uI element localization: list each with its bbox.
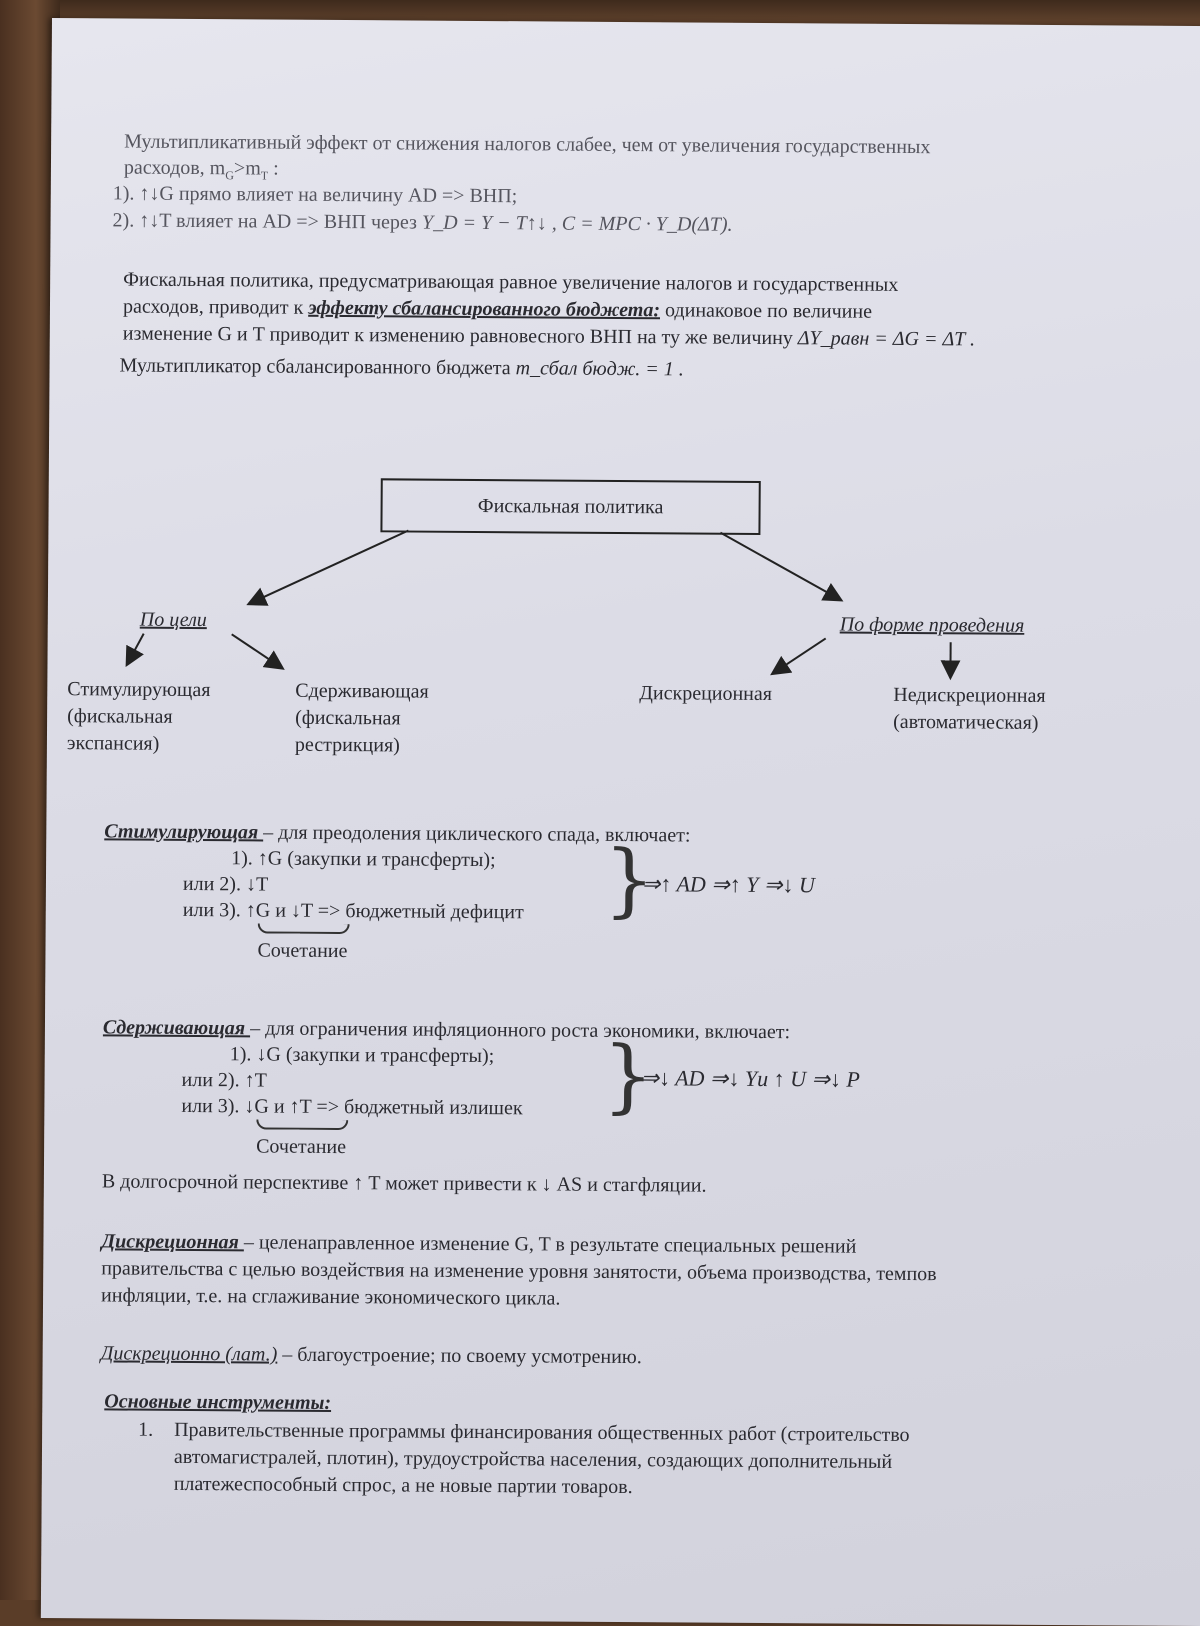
restrictive-item-1: 1). ↓G (закупки и трансферты); (230, 1041, 495, 1070)
discretionary-line-2: правительства с целью воздействия на изменение уровня занятости, объема производства, темпов (101, 1255, 937, 1288)
balanced-line-2: расходов, приводит к эффекту сбалансированного бюджета: одинаковое по величине (123, 294, 872, 326)
restrictive-result: ⇒↓ AD ⇒↓ Yи ↑ U ⇒↓ P (641, 1064, 860, 1093)
discretionary-line-1: Дискреционная – целенаправленное изменение G, T в результате специальных решений (101, 1228, 856, 1260)
latin-definition: Дискреционно (лат.) – благоустроение; по своему усмотрению. (101, 1340, 642, 1371)
leaf-nondiscretionary: Недискреционная (автоматическая) (893, 682, 1046, 737)
restrictive-heading: Сдерживающая – для ограничения инфляционного роста экономики, включает: (103, 1014, 790, 1046)
stimulating-result: ⇒↑ AD ⇒↑ Y ⇒↓ U (642, 870, 815, 898)
stimulating-underbrace (258, 923, 350, 934)
balanced-formula: ΔY_равн = ΔG = ΔT . (798, 327, 975, 350)
intro-line-3: 1). ↑↓G прямо влияет на величину AD => ВНП; (113, 180, 518, 210)
stimulating-combo-label: Сочетание (257, 937, 347, 965)
branch-by-form: По форме проведения (840, 612, 1025, 640)
tools-item-1-number: 1. (138, 1417, 153, 1444)
restrictive-underbrace (256, 1119, 348, 1130)
multiplier-formula: m_сбал бюдж. = 1 . (516, 357, 684, 380)
branch-by-goal: По цели (140, 607, 207, 634)
intro-line-1: Мультипликативный эффект от снижения налогов слабее, чем от увеличения государственных (124, 129, 930, 162)
arrow-goal-to-restrictive (231, 634, 281, 667)
intro-formula: Y_D = Y − T↑↓ , C = MPC · Y_D(ΔT). (422, 212, 733, 236)
diagram-root-label: Фискальная политика (478, 494, 664, 518)
leaf-stimulating: Стимулирующая (фискальная экспансия) (67, 676, 211, 758)
balanced-line-3: изменение G и T приводит к изменению равновесного ВНП на ту же величину ΔY_равн = ΔG = ΔT . (123, 321, 975, 354)
stimulating-item-3: или 3). ↑G и ↓T => бюджетный дефицит (183, 897, 524, 926)
intro-line-2: расходов, $m_G>m_T$ : (124, 155, 279, 190)
leaf-discretionary: Дискреционная (639, 680, 772, 708)
leaf-restrictive: Сдерживающая (фискальная рестрикция) (295, 678, 429, 760)
balanced-term: эффекту сбалансированного бюджета: (308, 297, 660, 321)
arrow-root-to-form (720, 533, 840, 600)
intro-line-4: 2). ↑↓T влияет на AD => ВНП через Y_D = Y − T↑↓ , C = MPC · Y_D(ΔT). (112, 207, 732, 238)
restrictive-item-2: или 2). ↑T (181, 1067, 266, 1095)
stimulating-right-brace: } (604, 840, 655, 920)
stimulating-heading: Стимулирующая – для преодоления циклического спада, включает: (104, 818, 690, 849)
tools-item-1: Правительственные программы финансирования общественных работ (строительство автомагистралей, плотин), трудоустройства населения, создающих дополнительный платежеспособный спрос, а не новые партии товаров. (174, 1417, 910, 1503)
balanced-line-1: Фискальная политика, предусматривающая равное увеличение налогов и государственных (123, 267, 898, 299)
longterm-note: В долгосрочной перспективе ↑ T может привести к ↓ AS и стагфляции. (102, 1168, 707, 1199)
balanced-line-4: Мультипликатор сбалансированного бюджета m_сбал бюдж. = 1 . (119, 352, 683, 383)
arrow-root-to-goal (250, 529, 409, 604)
stimulating-item-2: или 2). ↓T (183, 871, 268, 899)
stimulating-item-1: 1). ↑G (закупки и трансферты); (231, 845, 496, 874)
restrictive-right-brace: } (602, 1036, 653, 1116)
document-page (41, 18, 1200, 1626)
restrictive-item-3: или 3). ↓G и ↑T => бюджетный излишек (181, 1093, 522, 1122)
tools-heading: Основные инструменты: (104, 1388, 331, 1417)
discretionary-line-3: инфляции, т.е. на сглаживание экономического цикла. (101, 1282, 560, 1312)
arrow-form-to-discretionary (773, 638, 825, 673)
arrow-goal-to-stimulating (127, 634, 143, 664)
restrictive-combo-label: Сочетание (256, 1133, 346, 1161)
